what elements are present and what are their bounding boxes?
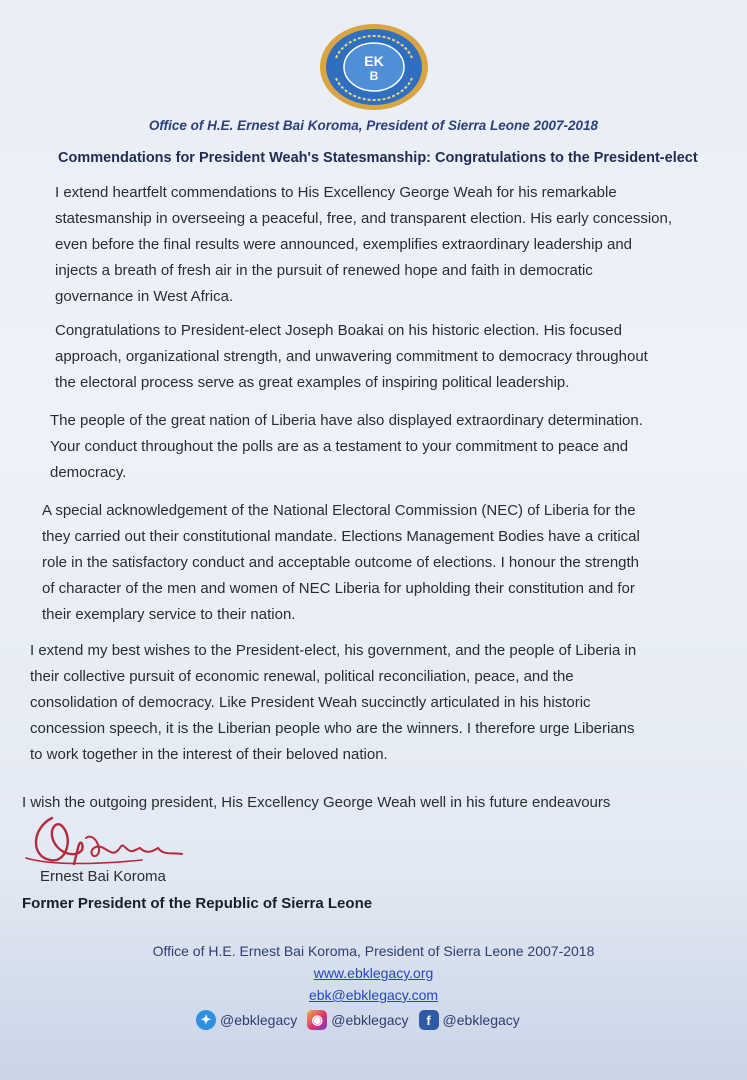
paragraph-line: I extend my best wishes to the President-elect, his government, and the people of Liberia in [30,642,637,659]
instagram-link[interactable] [307,1010,408,1030]
signatory-role: Former President of the Republic of Sierra Leone [22,895,373,912]
ebk-seal-logo [318,22,430,112]
email-link[interactable]: ebk@ebklegacy.com [308,987,439,1003]
paragraph-line: concession speech, it is the Liberian people who are the winners. I therefore urge Liberians [30,720,635,737]
paragraph-line: role in the satisfactory conduct and acceptable outcome of elections. I honour the strength [42,554,640,571]
paragraph-line: I wish the outgoing president, His Excellency George Weah well in his future endeavours [22,794,611,811]
paragraph-4 [42,498,722,628]
svg-text:B: B [369,69,379,83]
twitter-handle: @ebklegacy [220,1012,298,1028]
website-link[interactable]: www.ebklegacy.org [313,965,434,981]
paragraph-line: Your conduct throughout the polls are as a testament to your commitment to peace and [50,438,629,455]
paragraph-line: A special acknowledgement of the National Electoral Commission (NEC) of Liberia for the [42,502,636,519]
paragraph-line: The people of the great nation of Liberia have also displayed extraordinary determination. [50,412,643,429]
paragraph-line: the electoral process serve as great examples of inspiring political leadership. [55,374,570,391]
instagram-icon: ◉ [307,1010,327,1030]
letter-title: Commendations for President Weah's Statesmanship: Congratulations to the President-elect [58,150,698,166]
svg-text:EK: EK [364,53,384,69]
paragraph-line: even before the final results were announced, exemplifies extraordinary leadership and [55,236,633,253]
office-header: Office of H.E. Ernest Bai Koroma, President of Sierra Leone 2007-2018 [148,118,599,133]
facebook-handle: @ebklegacy [442,1012,520,1028]
paragraph-line: governance in West Africa. [55,288,234,305]
instagram-handle: @ebklegacy [331,1012,409,1028]
handwritten-signature [22,808,202,872]
paragraph-line: their exemplary service to their nation. [42,606,296,623]
paragraph-1 [55,180,715,310]
paragraph-2 [55,318,715,396]
paragraph-line: consolidation of democracy. Like President Weah succinctly articulated in his historic [30,694,591,711]
paragraph-line: democracy. [50,464,127,481]
paragraph-line: their collective pursuit of economic renewal, political reconciliation, peace, and the [30,668,574,685]
social-links [196,1010,530,1030]
paragraph-line: to work together in the interest of their beloved nation. [30,746,388,763]
twitter-icon: ✦ [196,1010,216,1030]
footer [0,940,747,1006]
paragraph-line: injects a breath of fresh air in the pursuit of renewed hope and faith in democratic [55,262,593,279]
paragraph-line: they carried out their constitutional mandate. Elections Management Bodies have a critical [42,528,640,545]
paragraph-line: statesmanship in overseeing a peaceful, free, and transparent election. His early concession, [55,210,673,227]
footer-office: Office of H.E. Ernest Bai Koroma, President of Sierra Leone 2007-2018 [152,943,595,959]
paragraph-line: approach, organizational strength, and unwavering commitment to democracy throughout [55,348,648,365]
paragraph-3 [50,408,710,486]
facebook-icon: f [419,1010,439,1030]
facebook-link[interactable] [419,1010,520,1030]
paragraph-line: Congratulations to President-elect Joseph Boakai on his historic election. His focused [55,322,622,339]
paragraph-5 [30,638,730,768]
signatory-name: Ernest Bai Koroma [40,868,166,885]
twitter-link[interactable] [196,1010,297,1030]
paragraph-line: of character of the men and women of NEC Liberia for upholding their constitution and for [42,580,635,597]
paragraph-line: I extend heartfelt commendations to His Excellency George Weah for his remarkable [55,184,617,201]
